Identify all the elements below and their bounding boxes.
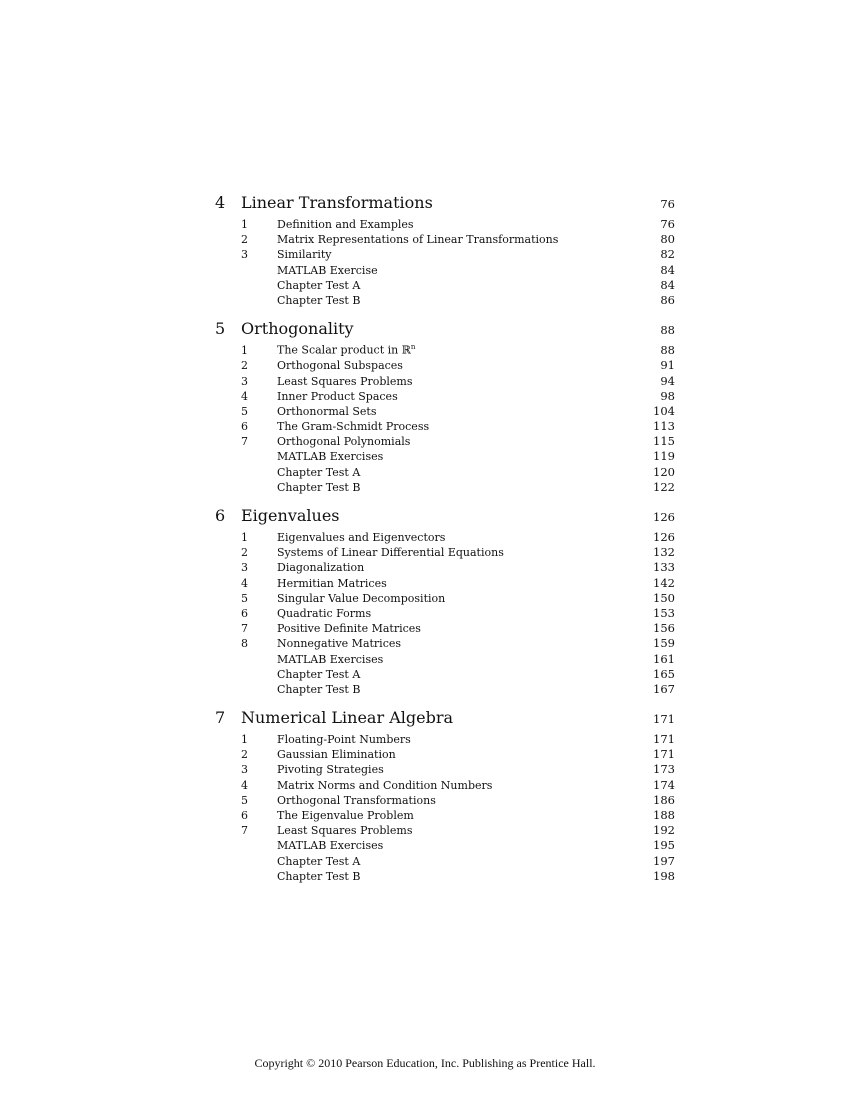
chapter-6 [215, 506, 675, 697]
section-page-number: 153 [653, 605, 675, 620]
chapter-heading[interactable] [215, 708, 675, 730]
section-page-number: 86 [660, 292, 675, 307]
section-title-text: MATLAB Exercise [277, 263, 378, 277]
section-page-number: 174 [653, 777, 675, 792]
section-entry[interactable] [215, 449, 675, 464]
section-number: 6 [241, 606, 248, 620]
section-number: 6 [241, 809, 248, 822]
section-page-number: 82 [660, 247, 675, 262]
superscript: n [410, 343, 416, 352]
section-title [251, 637, 635, 650]
section-page-number: 115 [653, 434, 675, 449]
section-page-number: 150 [653, 590, 675, 605]
section-number: 1 [241, 733, 248, 747]
section-title-text: Least Squares Problems [277, 824, 413, 838]
section-title [251, 855, 635, 868]
section-list [215, 530, 675, 697]
section-page-number: 171 [653, 747, 675, 762]
section-title-text: The Gram-Schmidt Process [277, 420, 430, 434]
section-number: 1 [241, 218, 248, 231]
section-title [251, 561, 635, 574]
section-entry[interactable] [215, 732, 675, 747]
section-page-number: 173 [653, 762, 675, 777]
section-number: 6 [241, 420, 248, 434]
section-title-text: MATLAB Exercises [277, 450, 384, 464]
section-page-number: 91 [660, 358, 675, 373]
section-title [251, 779, 635, 792]
section-title [251, 279, 635, 292]
section-title-text: Definition and Examples [277, 218, 414, 231]
chapter-5 [215, 319, 675, 495]
section-number: 3 [241, 248, 248, 262]
section-list [215, 732, 675, 884]
section-title-text: Quadratic Forms [277, 606, 372, 620]
section-entry[interactable] [215, 343, 675, 358]
chapter-4 [215, 193, 675, 308]
section-page-number: 98 [660, 388, 675, 403]
section-number: 5 [241, 591, 248, 605]
section-title [251, 405, 635, 418]
section-page-number: 159 [653, 636, 675, 651]
section-page-number: 171 [653, 732, 675, 747]
section-entry[interactable] [215, 682, 675, 697]
section-entry[interactable] [215, 667, 675, 682]
section-page-number: 192 [653, 823, 675, 838]
section-entry[interactable] [215, 854, 675, 869]
section-number: 7 [241, 824, 248, 838]
section-page-number: 122 [653, 479, 675, 494]
section-entry[interactable] [215, 652, 675, 667]
section-entry[interactable] [215, 778, 675, 793]
section-entry[interactable] [215, 823, 675, 838]
section-entry[interactable] [215, 869, 675, 884]
section-title-text: Chapter Test B [277, 682, 361, 696]
section-number: 1 [241, 344, 248, 358]
section-title [251, 343, 635, 357]
section-number: 4 [241, 576, 248, 590]
section-title-text: Nonnegative Matrices [277, 637, 402, 651]
section-number: 1 [241, 531, 248, 544]
chapter-page-number: 88 [660, 323, 675, 338]
section-title [251, 450, 635, 463]
section-title [251, 546, 635, 559]
section-page-number: 113 [653, 419, 675, 434]
section-page-number: 156 [653, 621, 675, 636]
section-title-text: Chapter Test B [277, 480, 361, 494]
section-entry[interactable] [215, 263, 675, 278]
section-page-number: 119 [653, 449, 675, 464]
section-page-number: 94 [660, 373, 675, 388]
section-number: 4 [241, 778, 248, 792]
section-page-number: 133 [653, 560, 675, 575]
chapter-page-number: 171 [653, 712, 675, 727]
section-title-text: Orthogonal Polynomials [277, 435, 411, 449]
section-entry[interactable] [215, 419, 675, 434]
section-title [251, 233, 635, 246]
section-page-number: 161 [653, 651, 675, 666]
section-page-number: 188 [653, 808, 675, 822]
section-title-text: MATLAB Exercises [277, 652, 384, 666]
section-entry[interactable] [215, 217, 675, 232]
section-title-text: Systems of Linear Differential Equations [277, 546, 504, 560]
section-entry[interactable] [215, 747, 675, 762]
section-title [251, 763, 635, 776]
section-title-text: Positive Definite Matrices [277, 622, 421, 636]
chapter-number: 7 [215, 708, 226, 728]
chapter-title: Linear Transformations [241, 193, 433, 212]
section-title [251, 733, 635, 746]
section-entry[interactable] [215, 762, 675, 777]
section-entry[interactable] [215, 606, 675, 621]
section-page-number: 120 [653, 464, 675, 479]
section-title [251, 466, 635, 479]
section-title [251, 622, 635, 635]
section-entry[interactable] [215, 636, 675, 651]
section-number: 2 [241, 546, 248, 560]
section-entry[interactable] [215, 808, 675, 823]
section-title-text: MATLAB Exercises [277, 839, 384, 853]
section-title-text: The Scalar product in ℝ [277, 344, 411, 358]
section-title-text: Chapter Test B [277, 869, 361, 883]
section-entry[interactable] [215, 434, 675, 449]
section-title-text: Floating-Point Numbers [277, 733, 411, 747]
section-page-number: 76 [660, 217, 675, 231]
section-entry[interactable] [215, 465, 675, 480]
section-number: 5 [241, 793, 248, 807]
section-page-number: 198 [653, 868, 675, 883]
section-page-number: 197 [653, 853, 675, 868]
section-page-number: 84 [660, 262, 675, 277]
section-number: 8 [241, 637, 248, 651]
section-title [251, 435, 635, 448]
section-title [251, 668, 635, 681]
section-entry[interactable] [215, 480, 675, 495]
section-entry[interactable] [215, 838, 675, 853]
section-list [215, 343, 675, 495]
section-title [251, 359, 635, 372]
section-entry[interactable] [215, 404, 675, 419]
section-title-text: Chapter Test A [277, 465, 361, 479]
chapter-title: Eigenvalues [241, 506, 340, 525]
section-page-number: 126 [653, 530, 675, 544]
section-title-text: Diagonalization [277, 561, 365, 575]
copyright-footer: Copyright © 2010 Pearson Education, Inc. Publishing as Prentice Hall. [254, 1056, 596, 1070]
section-title [251, 653, 635, 666]
chapter-7 [215, 708, 675, 884]
section-title [251, 870, 635, 883]
section-title-text: Similarity [277, 248, 332, 262]
section-entry[interactable] [215, 374, 675, 389]
section-title [251, 390, 635, 403]
section-title-text: Orthogonal Transformations [277, 793, 436, 807]
section-title [251, 375, 635, 388]
chapter-title: Numerical Linear Algebra [241, 708, 454, 728]
section-title [251, 839, 635, 852]
section-page-number: 104 [653, 403, 675, 418]
section-title [251, 248, 635, 261]
section-title-text: Orthonormal Sets [277, 404, 377, 418]
section-title-text: Chapter Test B [277, 293, 361, 307]
chapter-page-number: 126 [653, 510, 675, 524]
section-title [251, 264, 635, 277]
section-number: 7 [241, 622, 248, 636]
chapter-number: 4 [215, 193, 226, 212]
chapter-heading[interactable] [215, 506, 675, 528]
section-entry[interactable] [215, 232, 675, 247]
section-title [251, 824, 635, 837]
section-entry[interactable] [215, 247, 675, 262]
section-page-number: 84 [660, 277, 675, 292]
section-entry[interactable] [215, 576, 675, 591]
section-number: 3 [241, 561, 248, 575]
table-of-contents [215, 193, 675, 895]
section-page-number: 165 [653, 666, 675, 681]
section-title-text: Chapter Test A [277, 667, 361, 681]
section-title [251, 218, 635, 231]
section-number: 4 [241, 389, 248, 403]
section-number: 7 [241, 435, 248, 449]
section-title [251, 577, 635, 590]
section-title [251, 607, 635, 620]
section-title-text: Orthogonal Subspaces [277, 359, 403, 373]
section-title [251, 748, 635, 761]
section-number: 3 [241, 374, 248, 388]
chapter-title: Orthogonality [241, 319, 354, 339]
section-title [251, 809, 635, 822]
section-entry[interactable] [215, 530, 675, 545]
section-page-number: 167 [653, 681, 675, 696]
section-title [251, 294, 635, 307]
section-number: 2 [241, 748, 248, 762]
chapter-page-number: 76 [660, 197, 675, 211]
section-page-number: 186 [653, 792, 675, 807]
section-title-text: Pivoting Strategies [277, 763, 384, 777]
section-entry[interactable] [215, 560, 675, 575]
chapter-heading[interactable] [215, 319, 675, 341]
section-page-number: 132 [653, 545, 675, 560]
section-entry[interactable] [215, 545, 675, 560]
section-number: 5 [241, 404, 248, 418]
section-page-number: 88 [660, 343, 675, 358]
section-title-text: Chapter Test A [277, 278, 361, 292]
section-list [215, 217, 675, 308]
section-title [251, 420, 635, 433]
section-title-text: Gaussian Elimination [277, 748, 396, 762]
chapter-number: 6 [215, 506, 226, 525]
section-number: 3 [241, 763, 248, 777]
section-page-number: 142 [653, 575, 675, 590]
section-title-text: Matrix Norms and Condition Numbers [277, 778, 493, 792]
section-number: 2 [241, 359, 248, 373]
section-title-text: Eigenvalues and Eigenvectors [277, 531, 446, 544]
section-title-text: Matrix Representations of Linear Transformations [277, 233, 559, 247]
section-page-number: 195 [653, 838, 675, 853]
chapter-number: 5 [215, 319, 226, 339]
section-number: 2 [241, 233, 248, 247]
section-title [251, 794, 635, 807]
section-title-text: Chapter Test A [277, 854, 361, 868]
chapter-heading[interactable] [215, 193, 675, 215]
section-entry[interactable] [215, 293, 675, 308]
section-title-text: Inner Product Spaces [277, 389, 398, 403]
section-title [251, 592, 635, 605]
section-entry[interactable] [215, 793, 675, 808]
section-entry[interactable] [215, 278, 675, 293]
section-entry[interactable] [215, 591, 675, 606]
section-entry[interactable] [215, 389, 675, 404]
section-entry[interactable] [215, 358, 675, 373]
section-title [251, 481, 635, 494]
section-title [251, 683, 635, 696]
section-title-text: The Eigenvalue Problem [277, 809, 414, 822]
section-title-text: Least Squares Problems [277, 374, 413, 388]
section-page-number: 80 [660, 232, 675, 247]
section-title [251, 531, 635, 544]
section-entry[interactable] [215, 621, 675, 636]
section-title-text: Hermitian Matrices [277, 576, 387, 590]
section-title-text: Singular Value Decomposition [277, 591, 446, 605]
